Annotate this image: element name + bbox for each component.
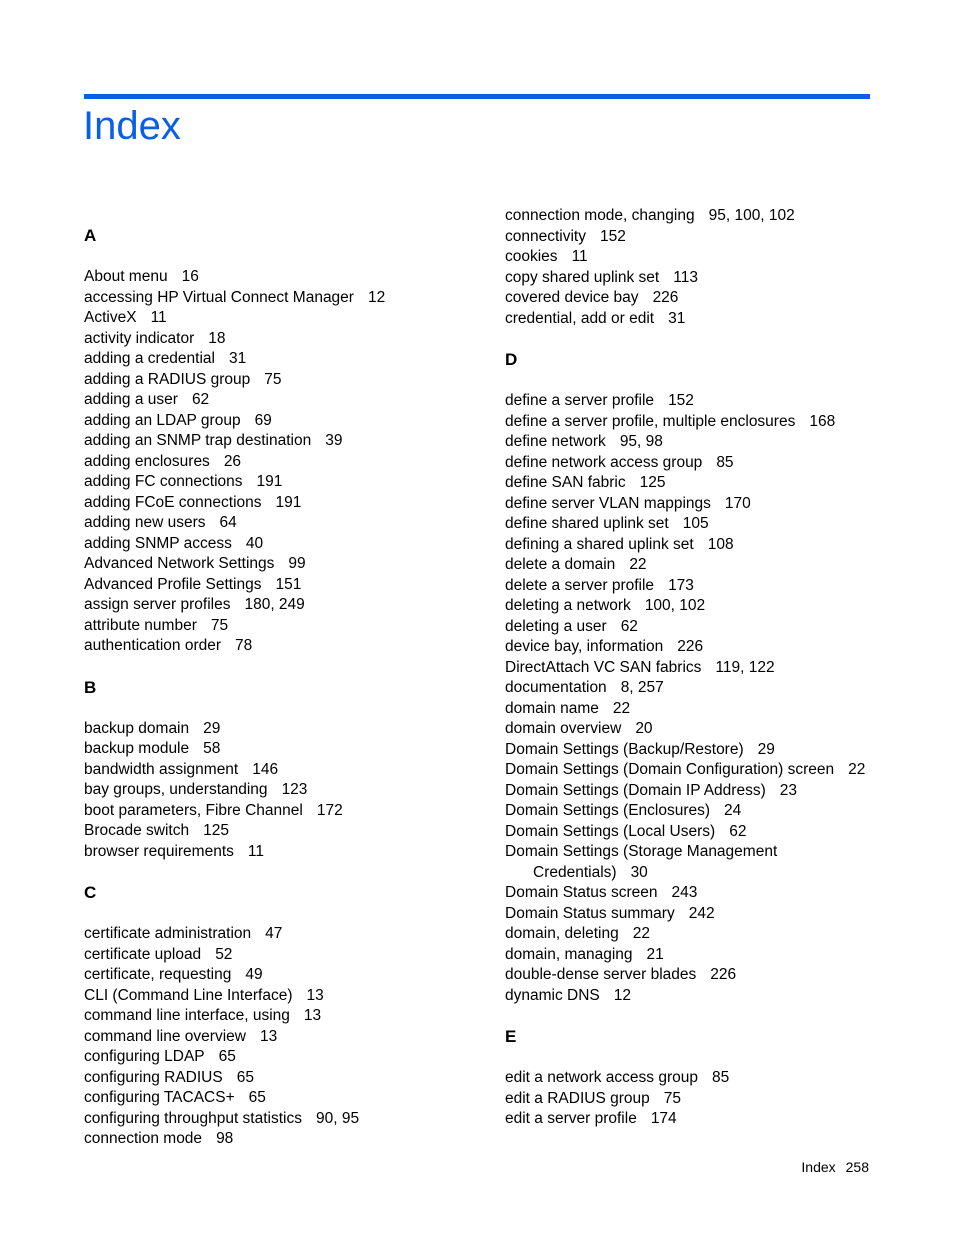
index-term: backup domain (84, 719, 190, 737)
entry-list (505, 1068, 885, 1130)
index-entry (84, 801, 464, 822)
index-term: adding enclosures (84, 452, 210, 470)
index-term: authentication order (84, 637, 222, 654)
index-page-ref[interactable]: 65 (218, 1048, 236, 1065)
index-entry (84, 924, 464, 945)
index-section-d (505, 350, 885, 1006)
index-page-ref[interactable]: 26 (223, 452, 242, 470)
index-term: adding a RADIUS group (84, 370, 251, 388)
section-letter: D (505, 350, 518, 369)
index-page-ref[interactable]: 29 (203, 719, 221, 737)
index-term: adding SNMP access (84, 534, 232, 552)
index-page-ref[interactable]: 170 (724, 494, 751, 512)
index-page-ref[interactable]: 31 (229, 350, 247, 367)
index-term: domain, deleting (505, 925, 619, 942)
index-term: command line interface, using (84, 1007, 290, 1024)
index-page-ref[interactable]: 113 (673, 268, 698, 286)
index-entry (505, 1068, 885, 1089)
index-entry (505, 473, 885, 494)
index-term: Advanced Profile Settings (84, 575, 262, 593)
index-entry (84, 945, 464, 966)
index-page-ref[interactable]: 62 (191, 391, 210, 408)
index-page-ref[interactable]: 11 (150, 309, 167, 326)
index-page-ref[interactable]: 168 (809, 412, 836, 430)
index-page-ref[interactable]: 62 (620, 617, 638, 635)
index-term: documentation (505, 679, 607, 696)
index-page-ref[interactable]: 23 (779, 781, 797, 799)
index-entry (84, 349, 464, 370)
index-entry (505, 617, 885, 638)
index-term: define a server profile (505, 392, 655, 409)
index-term-continuation: Credentials) (533, 863, 617, 881)
index-term: accessing HP Virtual Connect Manager (84, 288, 354, 306)
index-page-ref[interactable]: 95, 100, 102 (708, 207, 795, 224)
index-entry (505, 781, 885, 802)
index-term: defining a shared uplink set (505, 535, 694, 553)
index-term: domain name (505, 699, 599, 717)
index-term: connectivity (505, 227, 586, 245)
index-page-ref[interactable]: 22 (848, 761, 866, 778)
footer-label: Index (801, 1159, 836, 1175)
index-section-a (84, 226, 464, 657)
index-page-ref[interactable]: 12 (613, 986, 631, 1004)
entry-list (84, 719, 464, 863)
index-page-ref[interactable]: 99 (288, 555, 306, 572)
index-term: configuring throughput statistics (84, 1109, 302, 1127)
index-entry (84, 431, 464, 452)
section-letter: C (84, 883, 97, 902)
index-page-ref[interactable]: 151 (275, 575, 302, 593)
index-page-ref[interactable]: 226 (652, 289, 679, 306)
index-page-ref[interactable]: 191 (256, 473, 283, 490)
index-page-ref[interactable]: 47 (265, 925, 283, 942)
index-entry (84, 1129, 464, 1150)
index-term: About menu (84, 268, 168, 285)
index-term: credential, add or edit (505, 309, 655, 327)
index-term: edit a RADIUS group (505, 1089, 650, 1107)
index-page-ref[interactable]: 65 (248, 1089, 266, 1106)
index-page-ref[interactable]: 13 (303, 1007, 322, 1024)
index-entry (505, 288, 885, 309)
index-page-ref[interactable]: 64 (219, 514, 237, 531)
index-entry (84, 760, 464, 781)
index-term: ActiveX (84, 309, 137, 326)
index-term: domain, managing (505, 945, 633, 963)
index-entry (84, 472, 464, 493)
index-section-e (505, 1027, 885, 1130)
index-page-ref[interactable]: 75 (663, 1089, 681, 1107)
index-entry (505, 699, 885, 720)
index-term: adding FC connections (84, 473, 243, 490)
index-term: adding new users (84, 514, 206, 531)
index-page-ref[interactable]: 174 (650, 1110, 677, 1127)
index-page-ref[interactable]: 21 (646, 945, 664, 963)
index-term: Domain Status summary (505, 904, 675, 922)
index-term: configuring RADIUS (84, 1068, 223, 1086)
index-page-ref[interactable]: 13 (306, 986, 324, 1004)
index-entry (84, 575, 464, 596)
index-column-right (505, 206, 885, 1130)
index-term: DirectAttach VC SAN fabrics (505, 658, 702, 676)
index-term: Domain Settings (Storage Management (505, 843, 778, 860)
page-title: Index (83, 104, 181, 148)
index-entry (505, 247, 885, 268)
index-term: adding an LDAP group (84, 411, 241, 429)
section-letter: B (84, 677, 97, 697)
index-entry (84, 1027, 464, 1048)
entry-list (84, 267, 464, 657)
index-entry (505, 842, 885, 883)
index-term: copy shared uplink set (505, 268, 660, 286)
index-page-ref[interactable]: 108 (707, 535, 734, 553)
index-page-ref[interactable]: 49 (245, 966, 263, 983)
index-section-c (84, 883, 464, 1150)
entry-list-continued (505, 206, 885, 329)
index-page-ref[interactable]: 119, 122 (715, 658, 775, 676)
index-term: Advanced Network Settings (84, 555, 275, 572)
index-entry (84, 780, 464, 801)
index-entry (84, 1006, 464, 1027)
index-term: adding a user (84, 391, 178, 408)
index-page-ref[interactable]: 125 (639, 474, 666, 491)
index-entry (84, 636, 464, 657)
index-term: Domain Settings (Enclosures) (505, 802, 711, 819)
index-entry (505, 309, 885, 330)
index-entry (505, 268, 885, 289)
index-page-ref[interactable]: 69 (254, 411, 272, 429)
index-entry (505, 719, 885, 740)
index-term: define server VLAN mappings (505, 494, 711, 512)
index-term: backup module (84, 740, 190, 757)
index-entry (505, 1089, 885, 1110)
index-entry (84, 739, 464, 760)
index-page-ref[interactable]: 78 (235, 637, 253, 654)
index-term: cookies (505, 248, 558, 265)
index-page-ref[interactable]: 95, 98 (619, 433, 663, 450)
index-entry (84, 965, 464, 986)
index-term: Domain Settings (Backup/Restore) (505, 740, 744, 758)
index-page-ref[interactable]: 24 (724, 802, 742, 819)
index-term: define network access group (505, 453, 703, 471)
index-page-ref[interactable]: 22 (612, 699, 631, 717)
index-page-ref[interactable]: 20 (635, 720, 653, 737)
index-term: Domain Settings (Local Users) (505, 822, 716, 840)
index-entry (505, 1109, 885, 1130)
index-term: boot parameters, Fibre Channel (84, 801, 303, 819)
index-entry (505, 453, 885, 474)
index-term: configuring TACACS+ (84, 1089, 235, 1106)
index-page-ref[interactable]: 52 (215, 945, 233, 963)
index-term: attribute number (84, 616, 197, 634)
index-entry (505, 883, 885, 904)
index-page-ref[interactable]: 11 (571, 248, 588, 265)
index-term: configuring LDAP (84, 1048, 205, 1065)
index-page-ref[interactable]: 16 (181, 268, 199, 285)
index-page-ref[interactable]: 75 (210, 616, 229, 634)
entry-list (505, 391, 885, 1006)
index-page-ref[interactable]: 39 (325, 432, 343, 449)
index-page-ref[interactable]: 75 (264, 370, 282, 388)
index-page-ref[interactable]: 172 (316, 801, 343, 819)
index-entry (505, 432, 885, 453)
index-entry (84, 513, 464, 534)
index-page-ref[interactable]: 243 (671, 884, 698, 901)
index-term: covered device bay (505, 289, 639, 306)
index-term: define shared uplink set (505, 515, 669, 532)
index-page-ref[interactable]: 105 (682, 515, 709, 532)
index-term: Domain Status screen (505, 884, 658, 901)
index-entry (84, 534, 464, 555)
index-term: CLI (Command Line Interface) (84, 986, 293, 1004)
index-page-ref[interactable]: 146 (252, 760, 279, 778)
index-term: deleting a network (505, 597, 631, 614)
index-term: certificate upload (84, 945, 202, 963)
index-term: adding an SNMP trap destination (84, 432, 312, 449)
index-term: dynamic DNS (505, 986, 600, 1004)
index-page-ref[interactable]: 242 (688, 904, 715, 922)
index-entry (505, 227, 885, 248)
section-letter: E (505, 1027, 517, 1046)
index-entry (505, 535, 885, 556)
index-entry (505, 965, 885, 986)
index-page-ref[interactable]: 11 (247, 842, 264, 860)
index-entry (505, 576, 885, 597)
index-term: define network (505, 433, 606, 450)
index-entry (505, 678, 885, 699)
index-page-ref[interactable]: 180, 249 (244, 596, 305, 613)
page-number: 258 (845, 1159, 869, 1175)
index-entry (84, 986, 464, 1007)
index-term: certificate, requesting (84, 966, 232, 983)
index-entry (505, 658, 885, 679)
index-entry (505, 822, 885, 843)
index-page-ref[interactable]: 226 (677, 638, 704, 655)
index-entry (505, 924, 885, 945)
index-term: connection mode, changing (505, 207, 695, 224)
index-page-ref[interactable]: 152 (599, 227, 626, 245)
index-entry (84, 329, 464, 350)
index-page-ref[interactable]: 90, 95 (315, 1109, 360, 1127)
index-term: browser requirements (84, 842, 234, 860)
index-page-ref[interactable]: 22 (632, 925, 650, 942)
index-page-ref[interactable]: 125 (203, 822, 229, 839)
index-term: Domain Settings (Domain IP Address) (505, 781, 766, 799)
index-entry (505, 760, 885, 781)
index-entry (505, 206, 885, 227)
index-page-ref[interactable]: 85 (716, 453, 734, 471)
index-entry (505, 637, 885, 658)
index-page-ref[interactable]: 65 (236, 1068, 254, 1086)
index-entry (505, 740, 885, 761)
index-term: bay groups, understanding (84, 781, 268, 798)
index-page-ref[interactable]: 152 (668, 392, 694, 409)
index-entry (84, 308, 464, 329)
index-term: delete a server profile (505, 576, 655, 594)
page-footer (801, 1157, 869, 1177)
index-term: edit a server profile (505, 1110, 637, 1127)
index-page-ref[interactable]: 123 (281, 781, 308, 798)
index-term: adding FCoE connections (84, 493, 262, 511)
index-entry (84, 1088, 464, 1109)
index-page-ref[interactable]: 29 (757, 740, 775, 758)
index-term: command line overview (84, 1027, 246, 1045)
index-term: Brocade switch (84, 822, 190, 839)
section-letter: A (84, 226, 97, 245)
index-page-ref[interactable]: 85 (712, 1069, 730, 1086)
index-entry (84, 719, 464, 740)
index-page-ref[interactable]: 40 (245, 534, 264, 552)
index-entry (505, 596, 885, 617)
index-entry (84, 1109, 464, 1130)
index-page-ref[interactable]: 18 (208, 329, 226, 347)
index-page-ref[interactable]: 100, 102 (644, 597, 706, 614)
index-column-left (84, 226, 464, 1150)
index-page-ref[interactable]: 173 (668, 576, 694, 594)
index-term: double-dense server blades (505, 966, 697, 983)
index-page-ref[interactable]: 22 (629, 556, 647, 573)
index-entry (505, 494, 885, 515)
index-entry (84, 595, 464, 616)
index-entry (84, 1047, 464, 1068)
index-entry (84, 554, 464, 575)
index-term: adding a credential (84, 350, 215, 367)
index-term: define SAN fabric (505, 474, 626, 491)
title-rule (84, 94, 870, 99)
index-term: bandwidth assignment (84, 760, 239, 778)
index-entry (84, 493, 464, 514)
index-term: connection mode (84, 1130, 203, 1147)
index-entry (84, 821, 464, 842)
index-entry (84, 1068, 464, 1089)
index-entry (505, 514, 885, 535)
index-entry (505, 801, 885, 822)
index-term: device bay, information (505, 638, 664, 655)
index-entry (505, 555, 885, 576)
index-term: domain overview (505, 720, 622, 737)
index-entry (505, 391, 885, 412)
index-page-ref[interactable]: 98 (216, 1130, 234, 1147)
index-entry (84, 842, 464, 863)
index-entry (505, 986, 885, 1007)
index-page-ref[interactable]: 30 (630, 863, 648, 881)
index-entry (84, 288, 464, 309)
index-term: define a server profile, multiple enclosures (505, 412, 796, 430)
index-page-ref[interactable]: 58 (203, 740, 221, 757)
index-term: Domain Settings (Domain Configuration) screen (505, 761, 835, 778)
index-entry (84, 390, 464, 411)
index-term: delete a domain (505, 556, 616, 573)
index-term: activity indicator (84, 329, 195, 347)
index-entry (84, 411, 464, 432)
entry-list (84, 924, 464, 1150)
index-term: assign server profiles (84, 596, 231, 613)
index-entry (84, 452, 464, 473)
index-page-ref[interactable]: 8, 257 (620, 679, 664, 696)
index-entry (84, 370, 464, 391)
index-entry (505, 412, 885, 433)
index-page-ref[interactable]: 226 (710, 966, 737, 983)
index-term: edit a network access group (505, 1069, 698, 1086)
index-entry (505, 904, 885, 925)
index-section-b (84, 678, 464, 863)
index-page-ref[interactable]: 62 (729, 822, 747, 840)
index-page-ref[interactable]: 191 (275, 493, 302, 511)
index-term: certificate administration (84, 925, 252, 942)
index-page-ref[interactable]: 12 (367, 288, 386, 306)
index-entry (84, 616, 464, 637)
index-entry (505, 945, 885, 966)
index-page-ref[interactable]: 31 (668, 309, 686, 327)
index-term: deleting a user (505, 617, 607, 635)
index-page-ref[interactable]: 13 (259, 1027, 278, 1045)
index-entry (84, 267, 464, 288)
